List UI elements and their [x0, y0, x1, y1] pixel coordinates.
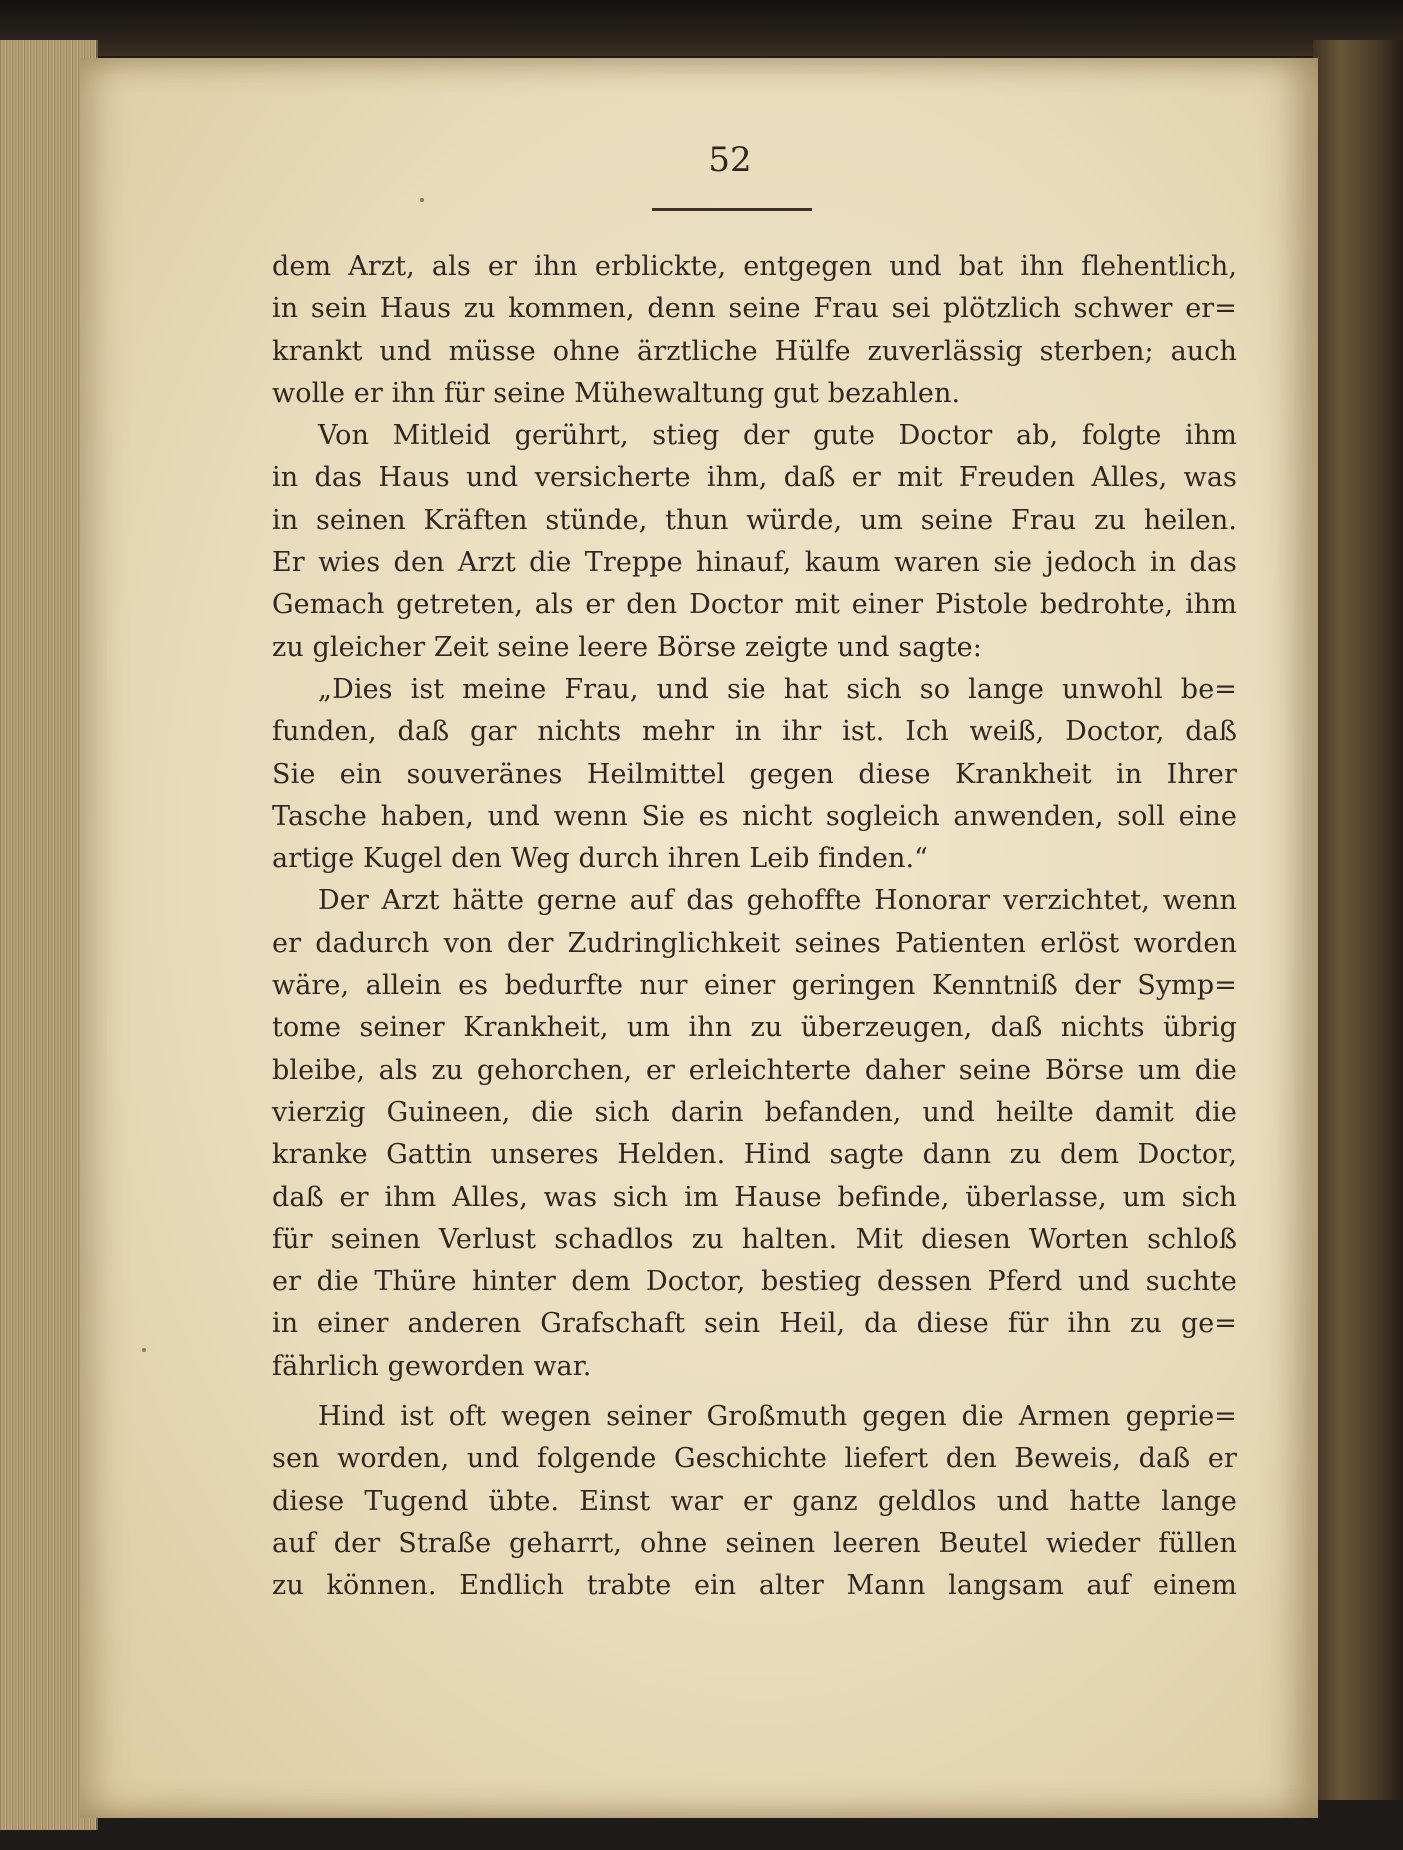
text-line: kranke Gattin unseres Helden. Hind sagte dann zu dem Doctor, [272, 1139, 1237, 1171]
text-line: auf der Straße geharrt, ohne seinen leeren Beutel wieder füllen [272, 1527, 1237, 1559]
text-line: Gemach getreten, als er den Doctor mit einer Pistole bedrohte, ihm [272, 589, 1237, 621]
text-line: Hind ist oft wegen seiner Großmuth gegen die Armen geprie= [318, 1401, 1237, 1433]
text-line: krankt und müsse ohne ärztliche Hülfe zuverlässig sterben; auch [272, 335, 1237, 367]
paragraph-gap [272, 1388, 1237, 1396]
text-line: vierzig Guineen, die sich darin befanden, und heilte damit die [272, 1096, 1237, 1128]
text-line: zu gleicher Zeit seine leere Börse zeigte und sagte: [272, 631, 982, 663]
text-line: für seinen Verlust schadlos zu halten. Mit diesen Worten schloß [272, 1223, 1237, 1255]
text-line: in sein Haus zu kommen, denn seine Frau sei plötzlich schwer er= [272, 293, 1237, 325]
text-line: „Dies ist meine Frau, und sie hat sich so lange unwohl be= [318, 673, 1237, 705]
text-line: wolle er ihn für seine Mühewaltung gut bezahlen. [272, 377, 961, 409]
text-line: diese Tugend übte. Einst war er ganz geldlos und hatte lange [272, 1485, 1237, 1517]
book-cover-right [1313, 40, 1403, 1800]
text-line: sen worden, und folgende Geschichte liefert den Beweis, daß er [272, 1443, 1237, 1475]
text-line: dem Arzt, als er ihn erblickte, entgegen und bat ihn flehentlich, [272, 251, 1237, 282]
page-number-rule [652, 208, 812, 211]
book-cover-top [0, 0, 1403, 56]
text-line: Tasche haben, und wenn Sie es nicht sogleich anwenden, soll eine [272, 800, 1237, 832]
paper-speck [142, 1348, 146, 1352]
text-line: artige Kugel den Weg durch ihren Leib finden.“ [272, 843, 929, 875]
page-number: 52 [708, 140, 752, 180]
text-line: daß er ihm Alles, was sich im Hause befinde, überlasse, um sich [272, 1181, 1237, 1213]
text-line: fährlich geworden war. [272, 1350, 592, 1382]
text-line: bleibe, als zu gehorchen, er erleichterte daher seine Börse um die [272, 1054, 1237, 1086]
text-line: in einer anderen Grafschaft sein Heil, da diese für ihn zu ge= [272, 1308, 1237, 1340]
text-line: Von Mitleid gerührt, stieg der gute Doctor ab, folgte ihm [318, 420, 1237, 452]
text-line: er die Thüre hinter dem Doctor, bestieg dessen Pferd und suchte [272, 1266, 1237, 1298]
text-line: Sie ein souveränes Heilmittel gegen diese Krankheit in Ihrer [272, 758, 1237, 790]
text-line: wäre, allein es bedurfte nur einer geringen Kenntniß der Symp= [272, 970, 1237, 1002]
text-line: in das Haus und versicherte ihm, daß er mit Freuden Alles, was [272, 462, 1237, 494]
text-line: Der Arzt hätte gerne auf das gehoffte Honorar verzichtet, wenn [318, 885, 1237, 917]
paper-speck [420, 198, 424, 202]
text-line: Er wies den Arzt die Treppe hinauf, kaum waren sie jedoch in das [272, 547, 1237, 579]
text-line: zu können. Endlich trabte ein alter Mann langsam auf einem [272, 1570, 1237, 1602]
text-line: funden, daß gar nichts mehr in ihr ist. Ich weiß, Doctor, daß [272, 716, 1237, 748]
text-line: tome seiner Krankheit, um ihn zu überzeugen, daß nichts übrig [272, 1012, 1237, 1044]
text-line: in seinen Kräften stünde, thun würde, um seine Frau zu heilen. [272, 504, 1237, 536]
text-line: er dadurch von der Zudringlichkeit seines Patienten erlöst worden [272, 927, 1237, 959]
page-body-text [272, 246, 1237, 1608]
